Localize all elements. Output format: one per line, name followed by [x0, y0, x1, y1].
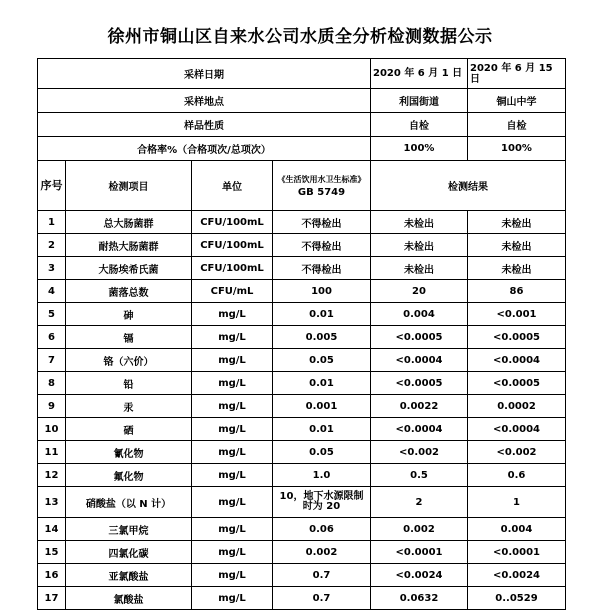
row-result-1: 0.002	[371, 518, 468, 541]
column-header-row	[38, 161, 566, 211]
table-row	[38, 372, 566, 395]
row-unit: mg/L	[192, 326, 273, 349]
row-number: 16	[38, 564, 66, 587]
row-result-1: <0.0024	[371, 564, 468, 587]
row-result-1: 未检出	[371, 257, 468, 280]
table-row	[38, 280, 566, 303]
row-unit: mg/L	[192, 518, 273, 541]
sample-nature-row	[38, 113, 566, 137]
row-limit: 0.05	[273, 349, 371, 372]
row-result-2: 未检出	[468, 211, 566, 234]
col-results-header: 检测结果	[371, 161, 566, 211]
row-result-2: <0.0004	[468, 418, 566, 441]
row-unit: mg/L	[192, 587, 273, 610]
row-item: 菌落总数	[66, 280, 192, 303]
row-item: 氯酸盐	[66, 587, 192, 610]
row-number: 2	[38, 234, 66, 257]
table-row	[38, 464, 566, 487]
row-item: 四氯化碳	[66, 541, 192, 564]
col-index-header: 序号	[38, 161, 66, 211]
row-result-2: 86	[468, 280, 566, 303]
row-item: 硒	[66, 418, 192, 441]
row-unit: mg/L	[192, 372, 273, 395]
row-result-2: <0.0001	[468, 541, 566, 564]
row-item: 大肠埃希氏菌	[66, 257, 192, 280]
row-item: 砷	[66, 303, 192, 326]
table-row	[38, 418, 566, 441]
row-result-2: 未检出	[468, 234, 566, 257]
row-number: 6	[38, 326, 66, 349]
row-number: 7	[38, 349, 66, 372]
row-unit: CFU/100mL	[192, 257, 273, 280]
row-number: 14	[38, 518, 66, 541]
row-item: 三氯甲烷	[66, 518, 192, 541]
row-limit: 不得检出	[273, 211, 371, 234]
row-result-2: <0.0005	[468, 326, 566, 349]
table-row	[38, 349, 566, 372]
row-item: 总大肠菌群	[66, 211, 192, 234]
sampling-location-1: 利国街道	[371, 89, 468, 113]
row-number: 13	[38, 487, 66, 518]
row-limit: 0.001	[273, 395, 371, 418]
row-result-1: <0.0005	[371, 326, 468, 349]
row-number: 17	[38, 587, 66, 610]
page-title: 徐州市铜山区自来水公司水质全分析检测数据公示	[107, 27, 493, 47]
row-result-1: 0.0022	[371, 395, 468, 418]
row-result-1: 2	[371, 487, 468, 518]
row-unit: mg/L	[192, 303, 273, 326]
row-result-1: 0.004	[371, 303, 468, 326]
row-item: 铅	[66, 372, 192, 395]
row-result-2: <0.002	[468, 441, 566, 464]
row-number: 5	[38, 303, 66, 326]
table-row	[38, 257, 566, 280]
row-unit: mg/L	[192, 464, 273, 487]
row-number: 4	[38, 280, 66, 303]
table-row	[38, 211, 566, 234]
sample-nature-2: 自检	[468, 113, 566, 137]
table-row	[38, 326, 566, 349]
row-unit: CFU/100mL	[192, 234, 273, 257]
sampling-location-row	[38, 89, 566, 113]
row-limit: 0.01	[273, 303, 371, 326]
table-body	[38, 59, 566, 610]
row-unit: mg/L	[192, 418, 273, 441]
row-limit: 0.002	[273, 541, 371, 564]
standard-code: GB 5749	[297, 186, 346, 198]
row-result-1: <0.0004	[371, 418, 468, 441]
row-limit: 10，地下水源限制时为 20	[273, 487, 371, 518]
row-number: 9	[38, 395, 66, 418]
row-number: 12	[38, 464, 66, 487]
row-unit: mg/L	[192, 395, 273, 418]
row-limit: 0.7	[273, 564, 371, 587]
row-limit: 0.06	[273, 518, 371, 541]
row-limit: 0.7	[273, 587, 371, 610]
table-row	[38, 395, 566, 418]
table-row	[38, 441, 566, 464]
row-unit: mg/L	[192, 487, 273, 518]
row-result-2: <0.0024	[468, 564, 566, 587]
table-row	[38, 518, 566, 541]
pass-rate-2: 100%	[468, 137, 566, 161]
sampling-location-2: 铜山中学	[468, 89, 566, 113]
row-limit: 0.005	[273, 326, 371, 349]
sampling-date-row	[38, 59, 566, 89]
sampling-location-label: 采样地点	[38, 89, 371, 113]
table-row	[38, 541, 566, 564]
row-limit: 1.0	[273, 464, 371, 487]
row-result-1: <0.002	[371, 441, 468, 464]
row-result-1: 20	[371, 280, 468, 303]
col-standard-header	[273, 161, 371, 211]
row-result-2: 未检出	[468, 257, 566, 280]
table-row	[38, 564, 566, 587]
row-result-2: 1	[468, 487, 566, 518]
row-limit: 100	[273, 280, 371, 303]
row-number: 10	[38, 418, 66, 441]
row-item: 耐热大肠菌群	[66, 234, 192, 257]
pass-rate-1: 100%	[371, 137, 468, 161]
col-unit-header: 单位	[192, 161, 273, 211]
row-item: 汞	[66, 395, 192, 418]
row-result-2: 0.0002	[468, 395, 566, 418]
row-result-1: 0.0632	[371, 587, 468, 610]
row-result-2: 0..0529	[468, 587, 566, 610]
row-unit: CFU/mL	[192, 280, 273, 303]
table-row	[38, 587, 566, 610]
sample-nature-label: 样品性质	[38, 113, 371, 137]
row-result-1: <0.0001	[371, 541, 468, 564]
table-row	[38, 303, 566, 326]
row-result-1: 0.5	[371, 464, 468, 487]
table-row	[38, 487, 566, 518]
row-limit: 不得检出	[273, 257, 371, 280]
table-row	[38, 234, 566, 257]
row-number: 11	[38, 441, 66, 464]
row-limit: 0.05	[273, 441, 371, 464]
row-item: 镉	[66, 326, 192, 349]
row-item: 氰化物	[66, 441, 192, 464]
sample-nature-1: 自检	[371, 113, 468, 137]
row-result-2: 0.6	[468, 464, 566, 487]
row-unit: mg/L	[192, 349, 273, 372]
row-item: 氟化物	[66, 464, 192, 487]
pass-rate-label: 合格率%（合格项次/总项次）	[38, 137, 371, 161]
pass-rate-row	[38, 137, 566, 161]
row-result-2: <0.0005	[468, 372, 566, 395]
row-unit: mg/L	[192, 441, 273, 464]
row-result-1: 未检出	[371, 211, 468, 234]
row-item: 硝酸盐（以 N 计）	[66, 487, 192, 518]
standard-title: 《生活饮用水卫生标准》	[277, 174, 366, 184]
water-quality-table	[37, 58, 566, 610]
sampling-date-label: 采样日期	[38, 59, 371, 89]
row-limit: 0.01	[273, 418, 371, 441]
row-unit: CFU/100mL	[192, 211, 273, 234]
row-limit: 不得检出	[273, 234, 371, 257]
row-unit: mg/L	[192, 564, 273, 587]
row-number: 15	[38, 541, 66, 564]
row-number: 8	[38, 372, 66, 395]
row-result-1: <0.0005	[371, 372, 468, 395]
row-item: 铬（六价）	[66, 349, 192, 372]
row-result-1: <0.0004	[371, 349, 468, 372]
row-unit: mg/L	[192, 541, 273, 564]
col-item-header: 检测项目	[66, 161, 192, 211]
row-limit: 0.01	[273, 372, 371, 395]
row-result-1: 未检出	[371, 234, 468, 257]
row-result-2: <0.0004	[468, 349, 566, 372]
row-number: 3	[38, 257, 66, 280]
row-number: 1	[38, 211, 66, 234]
row-result-2: 0.004	[468, 518, 566, 541]
sampling-date-2: 2020 年 6 月 15 日	[468, 59, 566, 89]
row-item: 亚氯酸盐	[66, 564, 192, 587]
sampling-date-1: 2020 年 6 月 1 日	[371, 59, 468, 89]
row-result-2: <0.001	[468, 303, 566, 326]
